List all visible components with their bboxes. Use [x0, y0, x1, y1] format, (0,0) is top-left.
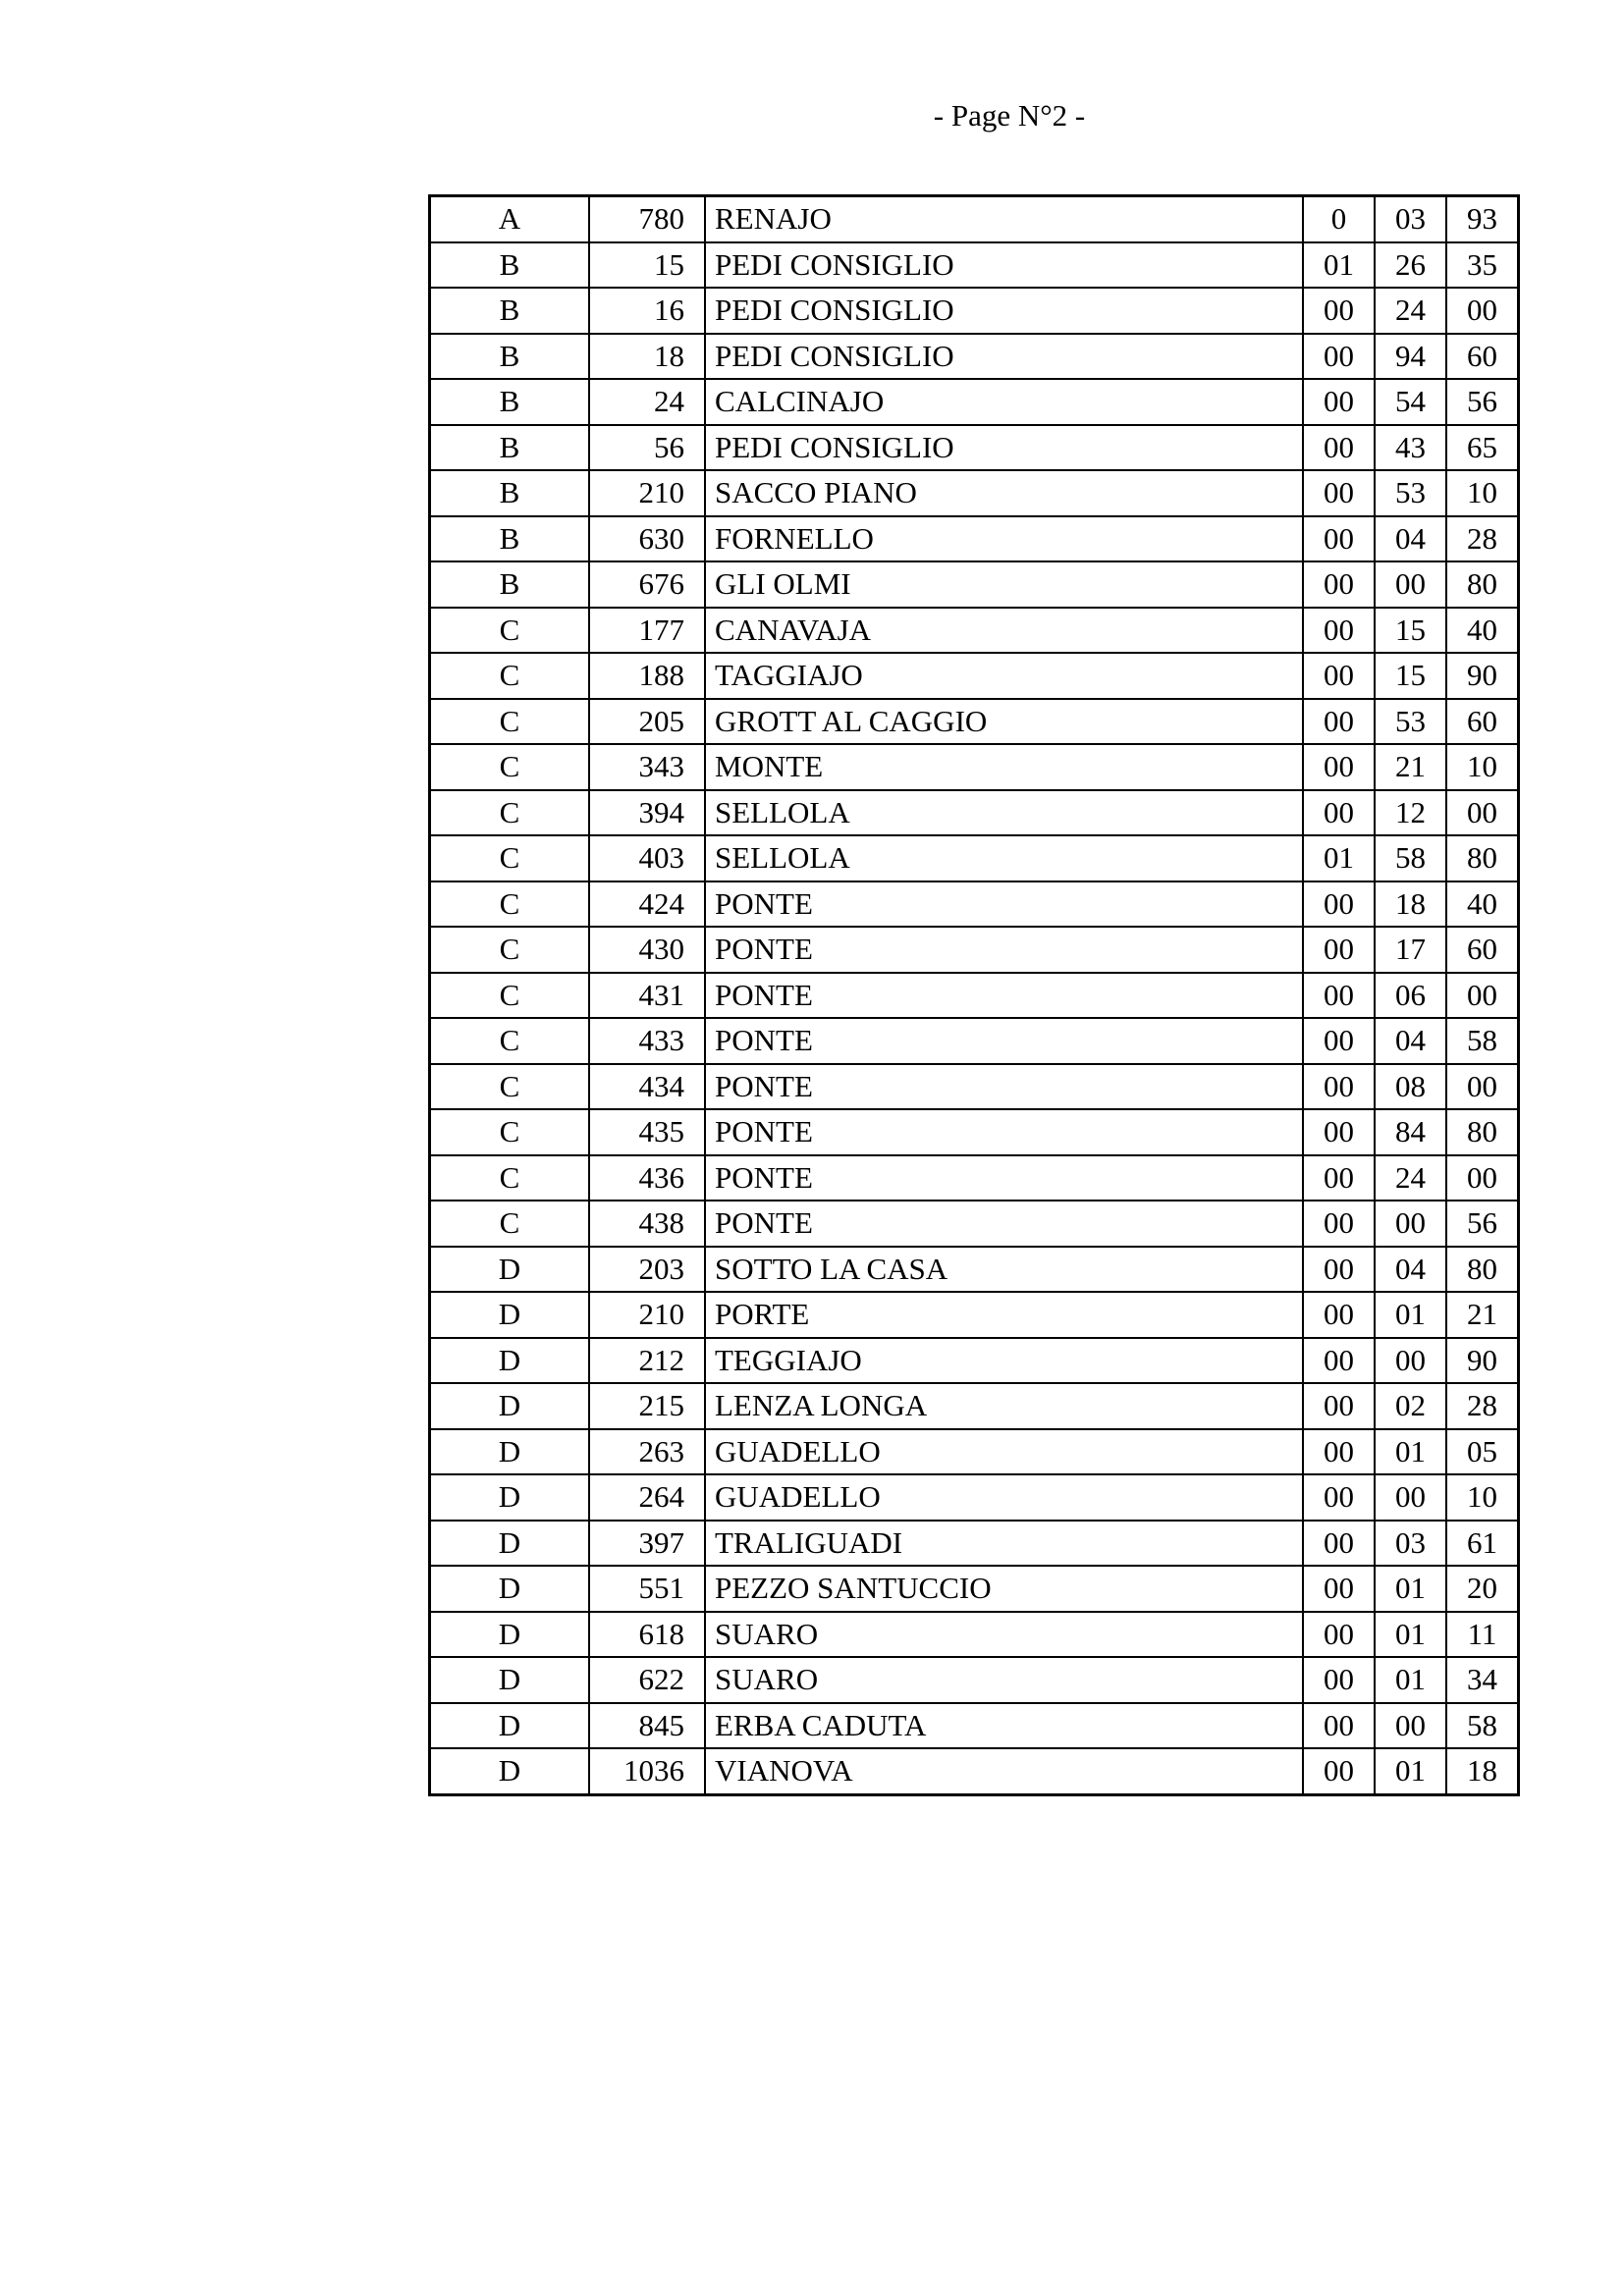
- locality-cell: GLI OLMI: [705, 561, 1303, 608]
- ares-cell: 43: [1375, 425, 1446, 471]
- hectares-cell: 00: [1303, 516, 1375, 562]
- table-row: [430, 1429, 1519, 1475]
- centiares-cell: 90: [1446, 1338, 1519, 1384]
- table-row: [430, 470, 1519, 516]
- table-row: [430, 1201, 1519, 1247]
- sheet-cell: B: [430, 334, 590, 380]
- sheet-cell: C: [430, 927, 590, 973]
- centiares-cell: 56: [1446, 1201, 1519, 1247]
- parcel-number-cell: 1036: [589, 1748, 705, 1794]
- parcel-number-cell: 18: [589, 334, 705, 380]
- sheet-cell: D: [430, 1521, 590, 1567]
- hectares-cell: 00: [1303, 744, 1375, 790]
- table-row: [430, 1292, 1519, 1338]
- locality-cell: CALCINAJO: [705, 379, 1303, 425]
- ares-cell: 01: [1375, 1292, 1446, 1338]
- sheet-cell: D: [430, 1566, 590, 1612]
- ares-cell: 15: [1375, 608, 1446, 654]
- ares-cell: 53: [1375, 699, 1446, 745]
- locality-cell: MONTE: [705, 744, 1303, 790]
- centiares-cell: 80: [1446, 561, 1519, 608]
- ares-cell: 18: [1375, 881, 1446, 928]
- hectares-cell: 00: [1303, 1155, 1375, 1201]
- locality-cell: PEDI CONSIGLIO: [705, 288, 1303, 334]
- centiares-cell: 05: [1446, 1429, 1519, 1475]
- locality-cell: SUARO: [705, 1657, 1303, 1703]
- sheet-cell: B: [430, 379, 590, 425]
- hectares-cell: 00: [1303, 790, 1375, 836]
- parcel-number-cell: 343: [589, 744, 705, 790]
- sheet-cell: C: [430, 835, 590, 881]
- centiares-cell: 20: [1446, 1566, 1519, 1612]
- table-row: [430, 1748, 1519, 1794]
- parcel-number-cell: 397: [589, 1521, 705, 1567]
- parcel-number-cell: 845: [589, 1703, 705, 1749]
- centiares-cell: 40: [1446, 608, 1519, 654]
- locality-cell: SELLOLA: [705, 790, 1303, 836]
- parcel-number-cell: 780: [589, 196, 705, 242]
- sheet-cell: D: [430, 1247, 590, 1293]
- table-row: [430, 927, 1519, 973]
- locality-cell: PONTE: [705, 1201, 1303, 1247]
- ares-cell: 84: [1375, 1109, 1446, 1155]
- hectares-cell: 00: [1303, 1247, 1375, 1293]
- ares-cell: 26: [1375, 242, 1446, 289]
- sheet-cell: C: [430, 653, 590, 699]
- table-row: [430, 1612, 1519, 1658]
- parcel-number-cell: 630: [589, 516, 705, 562]
- locality-cell: SELLOLA: [705, 835, 1303, 881]
- sheet-cell: C: [430, 744, 590, 790]
- locality-cell: TAGGIAJO: [705, 653, 1303, 699]
- table-row: [430, 881, 1519, 928]
- hectares-cell: 00: [1303, 1612, 1375, 1658]
- sheet-cell: C: [430, 1064, 590, 1110]
- locality-cell: PONTE: [705, 1018, 1303, 1064]
- table-row: [430, 973, 1519, 1019]
- parcel-number-cell: 394: [589, 790, 705, 836]
- hectares-cell: 00: [1303, 1429, 1375, 1475]
- hectares-cell: 00: [1303, 1201, 1375, 1247]
- ares-cell: 12: [1375, 790, 1446, 836]
- parcel-number-cell: 188: [589, 653, 705, 699]
- ares-cell: 03: [1375, 1521, 1446, 1567]
- locality-cell: SUARO: [705, 1612, 1303, 1658]
- parcel-number-cell: 215: [589, 1383, 705, 1429]
- sheet-cell: C: [430, 973, 590, 1019]
- ares-cell: 06: [1375, 973, 1446, 1019]
- parcel-number-cell: 210: [589, 470, 705, 516]
- table-row: [430, 1566, 1519, 1612]
- table-row: [430, 608, 1519, 654]
- centiares-cell: 00: [1446, 790, 1519, 836]
- table-row: [430, 1109, 1519, 1155]
- table-row: [430, 561, 1519, 608]
- hectares-cell: 00: [1303, 1703, 1375, 1749]
- hectares-cell: 00: [1303, 470, 1375, 516]
- ares-cell: 53: [1375, 470, 1446, 516]
- hectares-cell: 01: [1303, 242, 1375, 289]
- parcel-number-cell: 15: [589, 242, 705, 289]
- centiares-cell: 00: [1446, 973, 1519, 1019]
- hectares-cell: 00: [1303, 561, 1375, 608]
- locality-cell: PONTE: [705, 1155, 1303, 1201]
- parcel-number-cell: 210: [589, 1292, 705, 1338]
- parcel-number-cell: 435: [589, 1109, 705, 1155]
- table-row: [430, 653, 1519, 699]
- sheet-cell: D: [430, 1383, 590, 1429]
- hectares-cell: 00: [1303, 1657, 1375, 1703]
- centiares-cell: 93: [1446, 196, 1519, 242]
- hectares-cell: 00: [1303, 1109, 1375, 1155]
- ares-cell: 01: [1375, 1657, 1446, 1703]
- locality-cell: LENZA LONGA: [705, 1383, 1303, 1429]
- hectares-cell: 00: [1303, 425, 1375, 471]
- locality-cell: PONTE: [705, 973, 1303, 1019]
- parcel-number-cell: 24: [589, 379, 705, 425]
- sheet-cell: B: [430, 470, 590, 516]
- ares-cell: 00: [1375, 1703, 1446, 1749]
- locality-cell: PEDI CONSIGLIO: [705, 334, 1303, 380]
- hectares-cell: 00: [1303, 288, 1375, 334]
- parcel-number-cell: 676: [589, 561, 705, 608]
- locality-cell: PONTE: [705, 1109, 1303, 1155]
- parcel-number-cell: 438: [589, 1201, 705, 1247]
- table-row: [430, 744, 1519, 790]
- centiares-cell: 28: [1446, 1383, 1519, 1429]
- table-row: [430, 1657, 1519, 1703]
- ares-cell: 17: [1375, 927, 1446, 973]
- table-row: [430, 242, 1519, 289]
- locality-cell: SACCO PIANO: [705, 470, 1303, 516]
- parcel-number-cell: 203: [589, 1247, 705, 1293]
- hectares-cell: 00: [1303, 1338, 1375, 1384]
- locality-cell: GUADELLO: [705, 1429, 1303, 1475]
- table-row: [430, 425, 1519, 471]
- sheet-cell: B: [430, 561, 590, 608]
- table-row: [430, 288, 1519, 334]
- hectares-cell: 00: [1303, 699, 1375, 745]
- table-row: [430, 379, 1519, 425]
- parcel-number-cell: 436: [589, 1155, 705, 1201]
- centiares-cell: 60: [1446, 927, 1519, 973]
- locality-cell: PONTE: [705, 1064, 1303, 1110]
- parcel-number-cell: 424: [589, 881, 705, 928]
- sheet-cell: C: [430, 699, 590, 745]
- parcel-number-cell: 434: [589, 1064, 705, 1110]
- parcel-number-cell: 56: [589, 425, 705, 471]
- parcel-table: [428, 194, 1520, 1796]
- locality-cell: GUADELLO: [705, 1474, 1303, 1521]
- table-row: [430, 1247, 1519, 1293]
- table-row: [430, 1018, 1519, 1064]
- locality-cell: VIANOVA: [705, 1748, 1303, 1794]
- centiares-cell: 34: [1446, 1657, 1519, 1703]
- parcel-number-cell: 264: [589, 1474, 705, 1521]
- centiares-cell: 80: [1446, 1247, 1519, 1293]
- hectares-cell: 00: [1303, 608, 1375, 654]
- ares-cell: 94: [1375, 334, 1446, 380]
- ares-cell: 00: [1375, 1474, 1446, 1521]
- centiares-cell: 10: [1446, 470, 1519, 516]
- ares-cell: 24: [1375, 1155, 1446, 1201]
- centiares-cell: 90: [1446, 653, 1519, 699]
- centiares-cell: 65: [1446, 425, 1519, 471]
- parcel-number-cell: 622: [589, 1657, 705, 1703]
- sheet-cell: C: [430, 881, 590, 928]
- parcel-number-cell: 433: [589, 1018, 705, 1064]
- ares-cell: 08: [1375, 1064, 1446, 1110]
- hectares-cell: 00: [1303, 973, 1375, 1019]
- table-row: [430, 196, 1519, 242]
- locality-cell: PORTE: [705, 1292, 1303, 1338]
- sheet-cell: D: [430, 1612, 590, 1658]
- ares-cell: 24: [1375, 288, 1446, 334]
- table-row: [430, 790, 1519, 836]
- sheet-cell: B: [430, 425, 590, 471]
- sheet-cell: A: [430, 196, 590, 242]
- sheet-cell: B: [430, 242, 590, 289]
- hectares-cell: 01: [1303, 835, 1375, 881]
- table-row: [430, 1064, 1519, 1110]
- ares-cell: 04: [1375, 1018, 1446, 1064]
- ares-cell: 04: [1375, 516, 1446, 562]
- parcel-number-cell: 263: [589, 1429, 705, 1475]
- centiares-cell: 60: [1446, 699, 1519, 745]
- centiares-cell: 00: [1446, 1155, 1519, 1201]
- hectares-cell: 00: [1303, 653, 1375, 699]
- centiares-cell: 11: [1446, 1612, 1519, 1658]
- locality-cell: TEGGIAJO: [705, 1338, 1303, 1384]
- ares-cell: 02: [1375, 1383, 1446, 1429]
- locality-cell: TRALIGUADI: [705, 1521, 1303, 1567]
- ares-cell: 01: [1375, 1566, 1446, 1612]
- sheet-cell: D: [430, 1474, 590, 1521]
- locality-cell: PEDI CONSIGLIO: [705, 425, 1303, 471]
- locality-cell: PONTE: [705, 881, 1303, 928]
- centiares-cell: 18: [1446, 1748, 1519, 1794]
- locality-cell: ERBA CADUTA: [705, 1703, 1303, 1749]
- table-row: [430, 516, 1519, 562]
- hectares-cell: 00: [1303, 1566, 1375, 1612]
- locality-cell: CANAVAJA: [705, 608, 1303, 654]
- sheet-cell: B: [430, 288, 590, 334]
- locality-cell: PONTE: [705, 927, 1303, 973]
- centiares-cell: 10: [1446, 744, 1519, 790]
- centiares-cell: 61: [1446, 1521, 1519, 1567]
- hectares-cell: 00: [1303, 927, 1375, 973]
- hectares-cell: 0: [1303, 196, 1375, 242]
- parcel-number-cell: 618: [589, 1612, 705, 1658]
- parcel-number-cell: 205: [589, 699, 705, 745]
- hectares-cell: 00: [1303, 1474, 1375, 1521]
- ares-cell: 58: [1375, 835, 1446, 881]
- centiares-cell: 28: [1446, 516, 1519, 562]
- locality-cell: PEZZO SANTUCCIO: [705, 1566, 1303, 1612]
- table-row: [430, 334, 1519, 380]
- sheet-cell: D: [430, 1703, 590, 1749]
- sheet-cell: C: [430, 790, 590, 836]
- parcel-number-cell: 431: [589, 973, 705, 1019]
- sheet-cell: C: [430, 608, 590, 654]
- hectares-cell: 00: [1303, 1292, 1375, 1338]
- centiares-cell: 21: [1446, 1292, 1519, 1338]
- sheet-cell: D: [430, 1748, 590, 1794]
- sheet-cell: C: [430, 1155, 590, 1201]
- locality-cell: PEDI CONSIGLIO: [705, 242, 1303, 289]
- table-row: [430, 699, 1519, 745]
- parcel-table-body: [430, 196, 1519, 1795]
- locality-cell: FORNELLO: [705, 516, 1303, 562]
- hectares-cell: 00: [1303, 1064, 1375, 1110]
- table-row: [430, 835, 1519, 881]
- centiares-cell: 00: [1446, 1064, 1519, 1110]
- sheet-cell: B: [430, 516, 590, 562]
- sheet-cell: D: [430, 1338, 590, 1384]
- table-row: [430, 1474, 1519, 1521]
- table-row: [430, 1383, 1519, 1429]
- hectares-cell: 00: [1303, 1521, 1375, 1567]
- centiares-cell: 60: [1446, 334, 1519, 380]
- table-row: [430, 1521, 1519, 1567]
- sheet-cell: D: [430, 1657, 590, 1703]
- ares-cell: 21: [1375, 744, 1446, 790]
- hectares-cell: 00: [1303, 379, 1375, 425]
- centiares-cell: 58: [1446, 1018, 1519, 1064]
- table-row: [430, 1703, 1519, 1749]
- locality-cell: GROTT AL CAGGIO: [705, 699, 1303, 745]
- hectares-cell: 00: [1303, 1018, 1375, 1064]
- ares-cell: 01: [1375, 1612, 1446, 1658]
- parcel-number-cell: 212: [589, 1338, 705, 1384]
- ares-cell: 00: [1375, 561, 1446, 608]
- centiares-cell: 58: [1446, 1703, 1519, 1749]
- parcel-number-cell: 430: [589, 927, 705, 973]
- hectares-cell: 00: [1303, 1748, 1375, 1794]
- sheet-cell: C: [430, 1201, 590, 1247]
- parcel-number-cell: 16: [589, 288, 705, 334]
- ares-cell: 01: [1375, 1748, 1446, 1794]
- ares-cell: 54: [1375, 379, 1446, 425]
- centiares-cell: 56: [1446, 379, 1519, 425]
- table-row: [430, 1338, 1519, 1384]
- hectares-cell: 00: [1303, 1383, 1375, 1429]
- ares-cell: 03: [1375, 196, 1446, 242]
- sheet-cell: D: [430, 1292, 590, 1338]
- centiares-cell: 10: [1446, 1474, 1519, 1521]
- centiares-cell: 35: [1446, 242, 1519, 289]
- locality-cell: RENAJO: [705, 196, 1303, 242]
- parcel-number-cell: 177: [589, 608, 705, 654]
- page-number-header: - Page N°2 -: [933, 98, 1086, 133]
- ares-cell: 00: [1375, 1201, 1446, 1247]
- ares-cell: 15: [1375, 653, 1446, 699]
- centiares-cell: 80: [1446, 835, 1519, 881]
- centiares-cell: 40: [1446, 881, 1519, 928]
- centiares-cell: 80: [1446, 1109, 1519, 1155]
- ares-cell: 04: [1375, 1247, 1446, 1293]
- parcel-number-cell: 551: [589, 1566, 705, 1612]
- ares-cell: 01: [1375, 1429, 1446, 1475]
- hectares-cell: 00: [1303, 881, 1375, 928]
- ares-cell: 00: [1375, 1338, 1446, 1384]
- locality-cell: SOTTO LA CASA: [705, 1247, 1303, 1293]
- table-row: [430, 1155, 1519, 1201]
- centiares-cell: 00: [1446, 288, 1519, 334]
- sheet-cell: C: [430, 1018, 590, 1064]
- hectares-cell: 00: [1303, 334, 1375, 380]
- parcel-number-cell: 403: [589, 835, 705, 881]
- sheet-cell: D: [430, 1429, 590, 1475]
- sheet-cell: C: [430, 1109, 590, 1155]
